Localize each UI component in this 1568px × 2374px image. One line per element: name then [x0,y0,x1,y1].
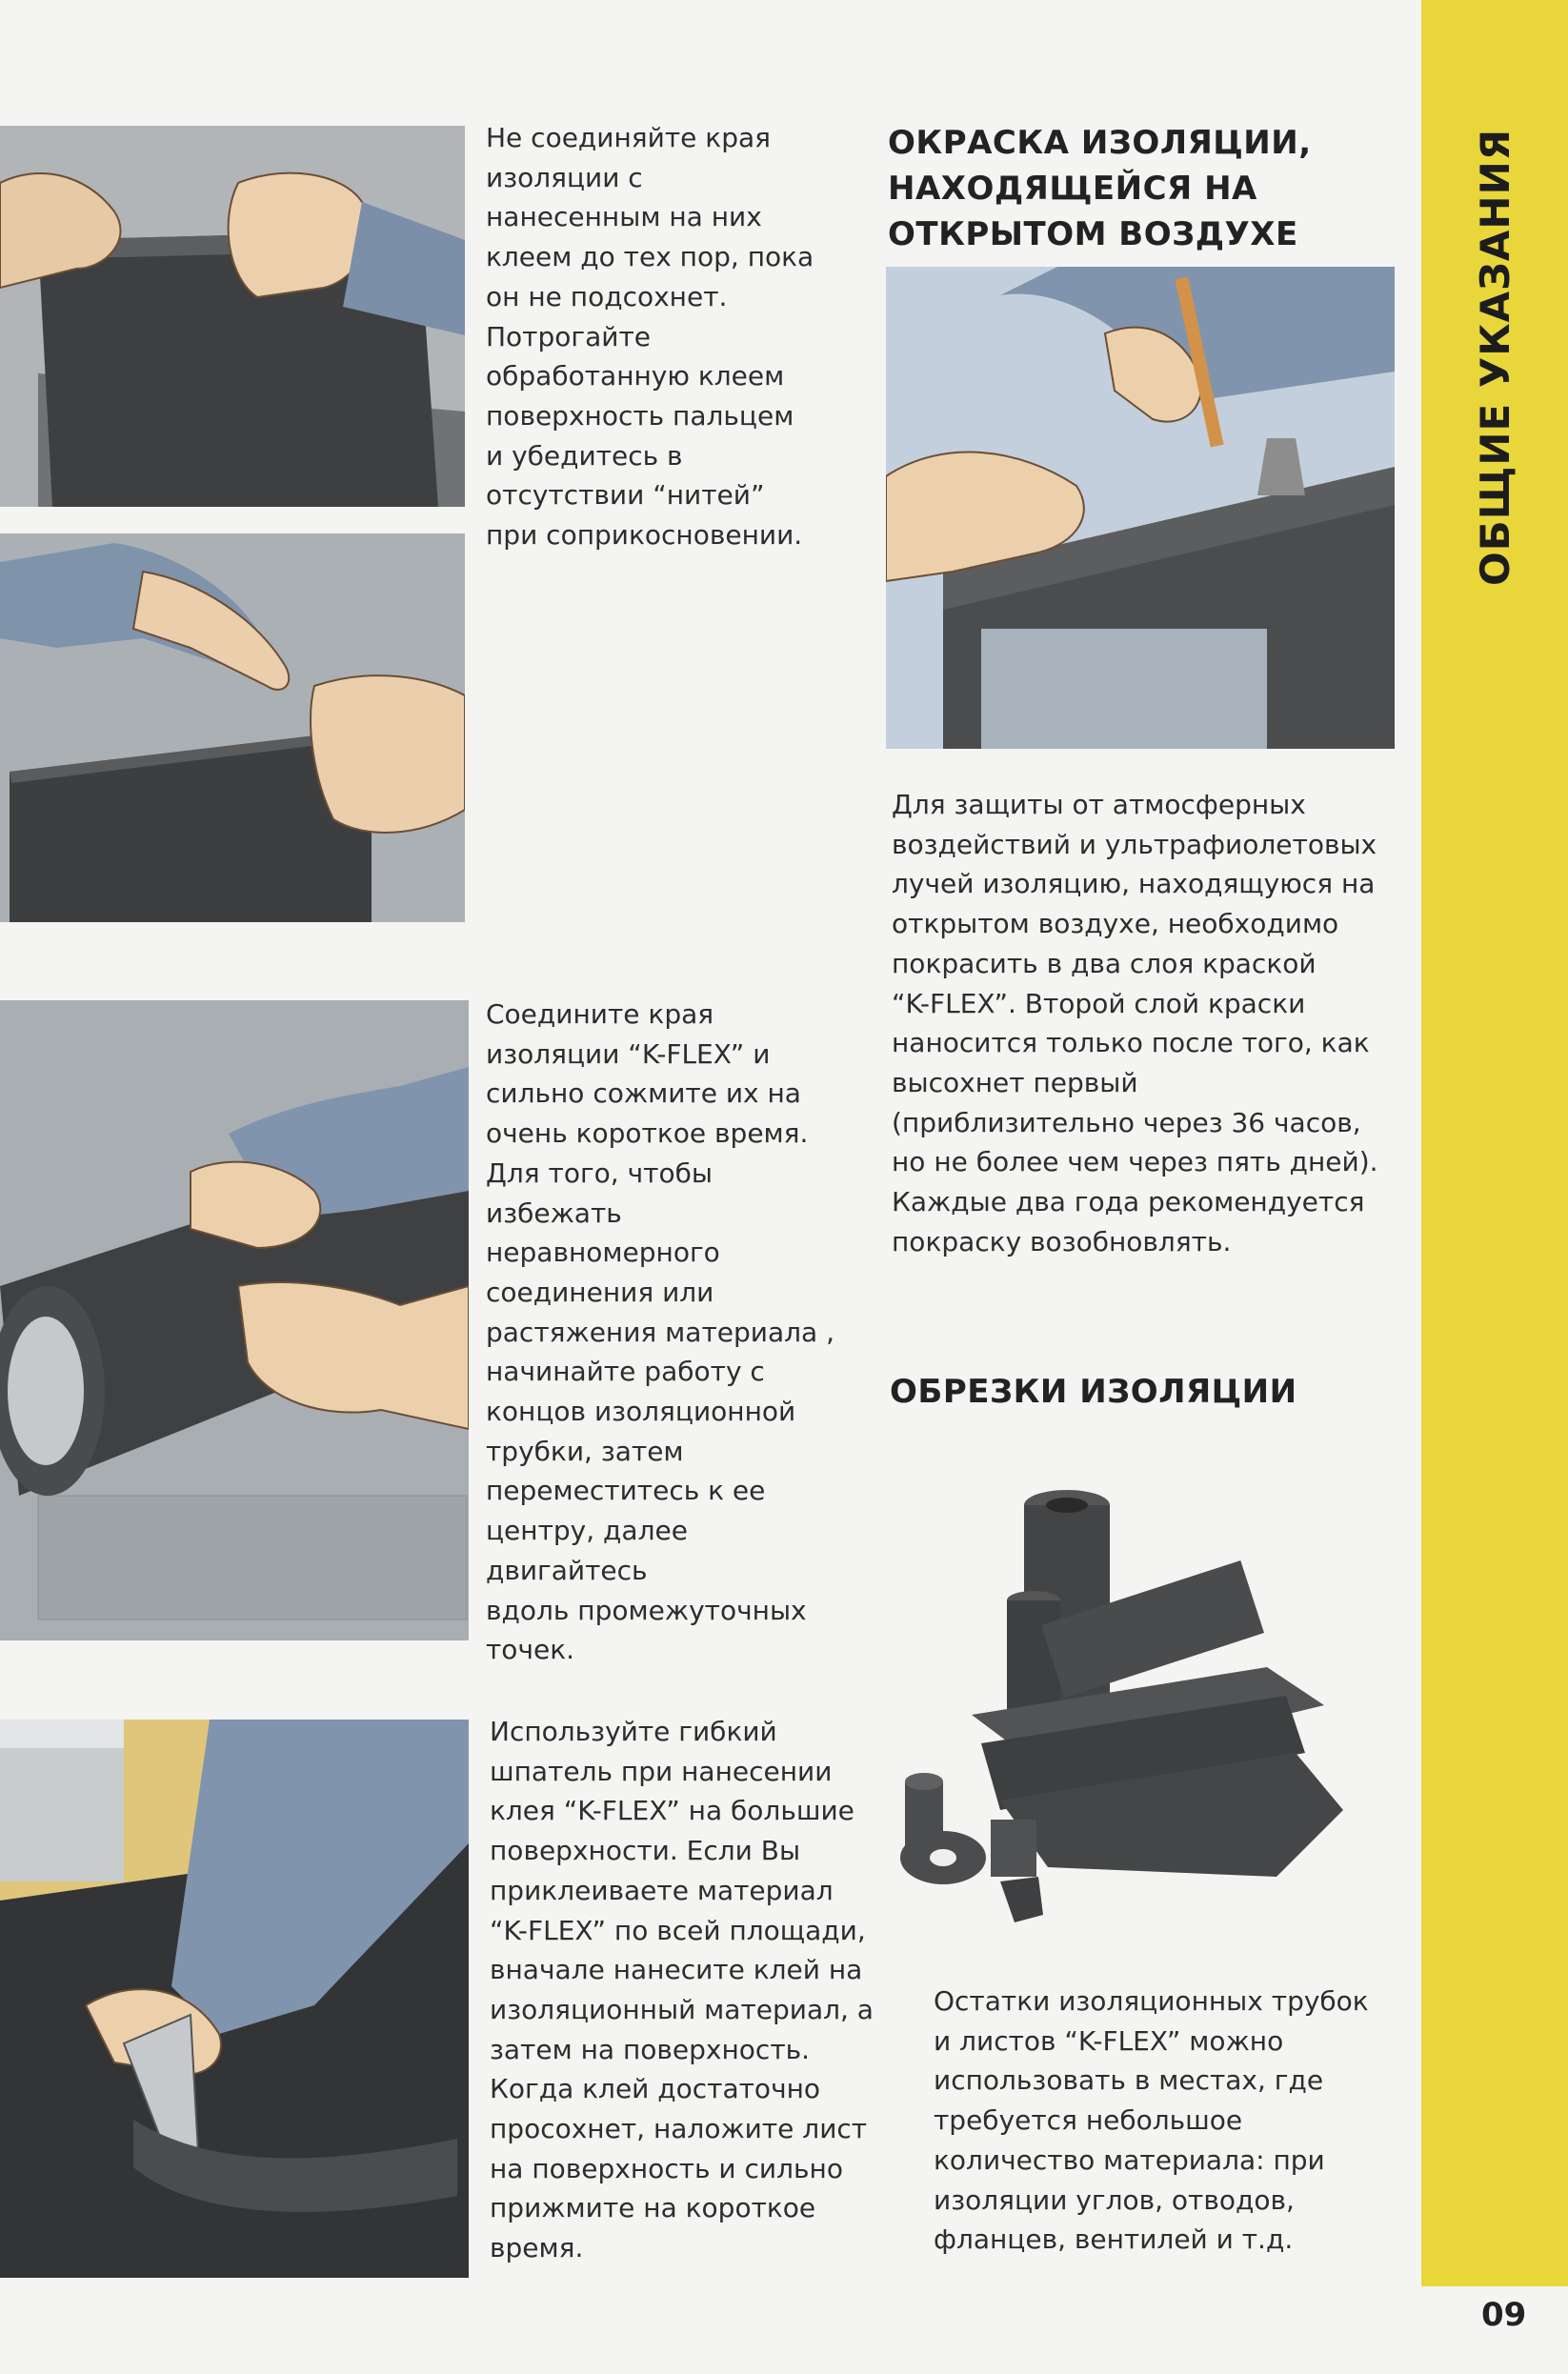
painting-insulation-illustration [886,267,1395,749]
step-text-check-glue: Не соединяйте края изоляции с нанесенным на них клеем до тех пор, пока он не подсохнет. Потрогайте обработанную клеем поверхность пальцем и убедитесь в отсутствии “нитей” при соприкосновении. [486,122,814,552]
pressing-sheet-edges-illustration [0,533,465,922]
step-text-spatula: Используйте гибкий шпатель при нанесении клея “K-FLEX” на большие поверхности. Если Вы приклеиваете материал “K-FLEX” по всей площади, вначале нанесите клей на изоляционный материал, а затем на поверхность. Когда клей достаточно просохнет, наложите лист на поверхность и сильно прижмите на короткое время. [490,1716,874,2264]
painting-heading: ОКРАСКА ИЗОЛЯЦИИ, НАХОДЯЩЕЙСЯ НА ОТКРЫТОМ ВОЗДУХЕ [888,124,1312,253]
page-number: 09 [1481,2296,1527,2334]
joining-tube-illustration [0,1000,469,1640]
step-text-join-edges: Соедините края изоляции “K-FLEX” и сильно сожмите их на очень короткое время. Для того, чтобы избежать неравномерного соединения или растяжения материала , начинайте работу с концов изоляционной трубки, затем переместитесь к ее центру, далее двигайтесь вдоль промежуточных точек. [486,998,834,1666]
offcuts-heading: ОБРЕЗКИ ИЗОЛЯЦИИ [890,1373,1297,1411]
section-title: ОБЩИЕ УКАЗАНИЯ [1472,128,1518,586]
checking-glue-illustration [0,126,465,507]
offcuts-text: Остатки изоляционных трубок и листов “K-FLEX” можно использовать в местах, где требуется небольшое количество материала: при изоляции углов, отводов, фланцев, вентилей и т.д. [934,1985,1369,2256]
painting-text: Для защиты от атмосферных воздействий и ультрафиолетовых лучей изоляцию, находящуюся на открытом воздухе, необходимо покрасить в два слоя краской “K-FLEX”. Второй слой краски наносится только после того, как высохнет первый (приблизительно через 36 часов, но не более чем через пять дней). Каждые два года рекомендуется покраску возобновлять. [892,789,1378,1257]
insulation-offcuts-illustration [886,1486,1343,1924]
spatula-glue-illustration [0,1720,469,2278]
